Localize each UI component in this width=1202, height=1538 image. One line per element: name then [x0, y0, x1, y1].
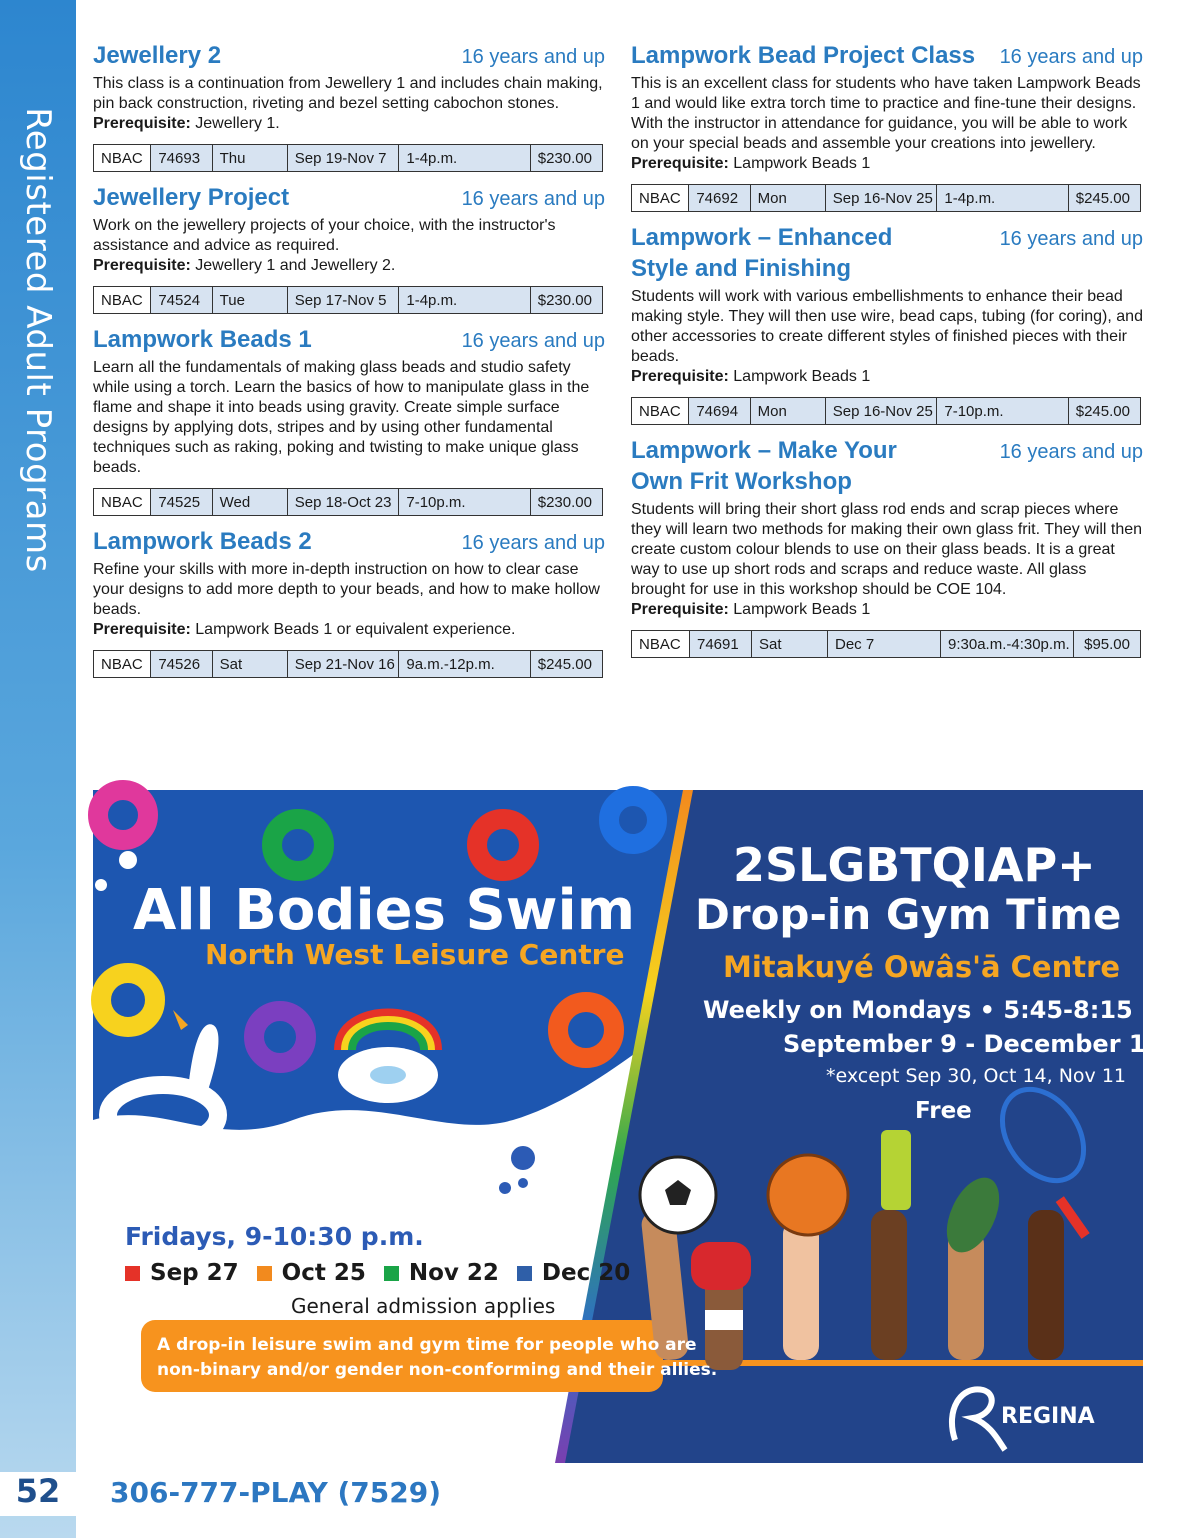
- donut-float: [338, 1013, 438, 1104]
- day-cell: Sat: [752, 631, 828, 657]
- dates-cell: Sep 21-Nov 16: [288, 651, 400, 677]
- course-description: This class is a continuation from Jewellery 1 and includes chain making, pin back construction, riveting and bezel setting cabochon stones.: [93, 75, 603, 112]
- prerequisite-value: Lampwork Beads 1: [733, 155, 871, 172]
- course-prerequisite: [631, 154, 1143, 174]
- day-cell: Mon: [751, 398, 826, 424]
- schedule-row: [631, 184, 1141, 212]
- barcode-cell: 74525: [151, 489, 212, 515]
- course-listing: [631, 40, 1143, 212]
- course-title: Lampwork Beads 2: [93, 528, 312, 555]
- course-age: 16 years and up: [461, 188, 605, 210]
- time-cell: 1-4p.m.: [937, 185, 1068, 211]
- schedule-row: [93, 144, 603, 172]
- course-description: Work on the jewellery projects of your choice, with the instructor's assistance and advice as required.: [93, 217, 556, 254]
- location-cell: NBAC: [94, 287, 151, 313]
- schedule-row: [631, 630, 1141, 658]
- gym-venue: Mitakuyé Owâs'ā Centre: [723, 950, 1121, 984]
- day-cell: Tue: [213, 287, 288, 313]
- course-age: 16 years and up: [999, 46, 1143, 68]
- schedule-row: [93, 650, 603, 678]
- day-cell: Wed: [213, 489, 288, 515]
- swim-date-label: Nov 22: [408, 1260, 499, 1286]
- fee-cell: $230.00: [531, 489, 602, 515]
- banner-text-line2: non-binary and/or gender non-conforming and their allies.: [157, 1360, 718, 1380]
- day-cell: Sat: [213, 651, 288, 677]
- course-prerequisite: [631, 367, 1143, 387]
- time-cell: 1-4p.m.: [399, 287, 530, 313]
- course-listing: [93, 526, 605, 678]
- course-listing: [93, 40, 605, 172]
- gym-except: *except Sep 30, Oct 14, Nov 11: [826, 1065, 1127, 1087]
- color-square-icon: [384, 1266, 399, 1281]
- course-header: [93, 526, 605, 557]
- course-header: [93, 182, 605, 213]
- swim-date-item: [125, 1260, 239, 1286]
- prerequisite-label: Prerequisite:: [631, 368, 729, 385]
- prerequisite-label: Prerequisite:: [93, 621, 191, 638]
- color-square-icon: [257, 1266, 272, 1281]
- course-header: [93, 324, 605, 355]
- barcode-cell: 74694: [689, 398, 750, 424]
- swim-title: All Bodies Swim: [133, 878, 636, 943]
- course-header: [631, 222, 1143, 284]
- info-banner: [141, 1320, 663, 1392]
- fee-cell: $95.00: [1074, 631, 1140, 657]
- prerequisite-label: Prerequisite:: [93, 115, 191, 132]
- course-description: Refine your skills with more in-depth instruction on how to clear case your designs to add more depth to your beads, and how to make hollow beads.: [93, 561, 600, 618]
- swim-date-item: [257, 1260, 366, 1286]
- dates-cell: Sep 19-Nov 7: [288, 145, 400, 171]
- regina-logo-text: REGINA: [1001, 1404, 1095, 1429]
- course-title: Lampwork Bead Project Class: [631, 42, 976, 69]
- location-cell: NBAC: [94, 651, 151, 677]
- prerequisite-value: Lampwork Beads 1 or equivalent experience.: [195, 621, 516, 638]
- section-title: Registered Adult Programs: [18, 107, 58, 573]
- barcode-cell: 74692: [689, 185, 750, 211]
- course-column-left: [93, 40, 605, 688]
- dates-cell: Dec 7: [828, 631, 941, 657]
- gym-dates: September 9 - December 16*: [783, 1030, 1175, 1058]
- course-title: Lampwork Beads 1: [93, 326, 312, 353]
- swim-date-item: [384, 1260, 499, 1286]
- course-prerequisite: [93, 256, 605, 276]
- gym-price: Free: [915, 1098, 972, 1124]
- gym-title-line1: 2SLGBTQIAP+: [733, 838, 1096, 892]
- course-listing: [631, 435, 1143, 658]
- day-cell: Mon: [751, 185, 826, 211]
- prerequisite-value: Jewellery 1 and Jewellery 2.: [195, 257, 396, 274]
- swim-date-label: Sep 27: [150, 1260, 239, 1286]
- course-age: 16 years and up: [461, 46, 605, 68]
- course-age: 16 years and up: [461, 532, 605, 554]
- course-title: Lampwork – Make Your Own Frit Workshop: [631, 437, 897, 495]
- fee-cell: $245.00: [1069, 185, 1140, 211]
- prerequisite-value: Jewellery 1.: [195, 115, 280, 132]
- color-square-icon: [125, 1266, 140, 1281]
- course-age: 16 years and up: [999, 441, 1143, 463]
- promo-url[interactable]: Regina.ca/inclusiveprograms: [141, 1406, 451, 1428]
- dates-cell: Sep 16-Nov 25: [826, 398, 938, 424]
- time-cell: 9:30a.m.-4:30p.m.: [941, 631, 1074, 657]
- course-title: Lampwork – Enhanced Style and Finishing: [631, 224, 893, 282]
- fee-cell: $245.00: [1069, 398, 1140, 424]
- prerequisite-label: Prerequisite:: [93, 257, 191, 274]
- course-prerequisite: [631, 600, 1143, 620]
- time-cell: 9a.m.-12p.m.: [399, 651, 530, 677]
- phone-number[interactable]: 306-777-PLAY (7529): [110, 1476, 442, 1509]
- location-cell: NBAC: [632, 398, 689, 424]
- course-column-right: [631, 40, 1143, 668]
- page-number: 52: [0, 1472, 76, 1516]
- barcode-cell: 74693: [151, 145, 212, 171]
- swim-time: Fridays, 9-10:30 p.m.: [125, 1222, 424, 1251]
- time-cell: 7-10p.m.: [937, 398, 1068, 424]
- time-cell: 7-10p.m.: [399, 489, 530, 515]
- fee-cell: $230.00: [531, 287, 602, 313]
- barcode-cell: 74524: [151, 287, 212, 313]
- location-cell: NBAC: [632, 631, 690, 657]
- time-cell: 1-4p.m.: [399, 145, 530, 171]
- color-square-icon: [517, 1266, 532, 1281]
- basketball-icon: [768, 1155, 848, 1235]
- barcode-cell: 74526: [151, 651, 212, 677]
- course-listing: [631, 222, 1143, 425]
- course-description: Learn all the fundamentals of making glass beads and studio safety while using a torch. Learn the basics of how to manipulate glass in the flame and shape it into beads using gravity. Create simple surface designs by applying dots, stripes and by using other fundamental techniques such as raking, poking and twisting to make unique glass beads.: [93, 359, 590, 476]
- course-title: Jewellery 2: [93, 42, 222, 69]
- swim-dates: [125, 1260, 630, 1286]
- dates-cell: Sep 17-Nov 5: [288, 287, 400, 313]
- course-description: Students will bring their short glass rod ends and scrap pieces where they will learn two methods for making their own glass frit. They will then create custom colour blends to use on their glass beads. It is a great way to use up short rods and scraps and reduce waste. All glass brought for use in this workshop should be COE 104.: [631, 501, 1143, 598]
- water-bottle-icon: [881, 1130, 911, 1210]
- schedule-row: [631, 397, 1141, 425]
- boxing-glove-icon: [691, 1242, 751, 1290]
- swim-venue: North West Leisure Centre: [205, 938, 625, 971]
- fee-cell: $230.00: [531, 145, 602, 171]
- location-cell: NBAC: [94, 489, 151, 515]
- schedule-row: [93, 286, 603, 314]
- swim-admission: General admission applies: [291, 1294, 556, 1318]
- banner-text-line1: A drop-in leisure swim and gym time for people who are: [157, 1335, 697, 1355]
- course-listing: [93, 182, 605, 314]
- barcode-cell: 74691: [690, 631, 752, 657]
- course-listing: [93, 324, 605, 516]
- course-description: Students will work with various embellishments to enhance their bead making style. They will then use wire, bead caps, tubing (for coring), and other accessories to create different styles of finished pieces with their beads.: [631, 288, 1143, 365]
- sidebar: [0, 0, 76, 1538]
- dates-cell: Sep 18-Oct 23: [288, 489, 400, 515]
- schedule-row: [93, 488, 603, 516]
- prerequisite-value: Lampwork Beads 1: [733, 368, 871, 385]
- fee-cell: $245.00: [531, 651, 602, 677]
- course-header: [631, 40, 1143, 71]
- course-title: Jewellery Project: [93, 184, 290, 211]
- course-prerequisite: [93, 620, 605, 640]
- location-cell: NBAC: [632, 185, 689, 211]
- promo-ad: [93, 790, 1202, 1463]
- swim-date-label: Oct 25: [281, 1260, 366, 1286]
- gym-weekly: Weekly on Mondays • 5:45-8:15 p.m.: [703, 996, 1202, 1024]
- course-age: 16 years and up: [461, 330, 605, 352]
- prerequisite-label: Prerequisite:: [631, 601, 729, 618]
- dates-cell: Sep 16-Nov 25: [826, 185, 938, 211]
- prerequisite-label: Prerequisite:: [631, 155, 729, 172]
- course-age: 16 years and up: [999, 228, 1143, 250]
- gym-title-line2: Drop-in Gym Time: [695, 890, 1122, 939]
- day-cell: Thu: [213, 145, 288, 171]
- course-header: [93, 40, 605, 71]
- location-cell: NBAC: [94, 145, 151, 171]
- course-header: [631, 435, 1143, 497]
- swim-date-item: [517, 1260, 630, 1286]
- swim-date-label: Dec 20: [541, 1260, 631, 1286]
- course-prerequisite: [93, 114, 605, 134]
- prerequisite-value: Lampwork Beads 1: [733, 601, 871, 618]
- course-description: This is an excellent class for students who have taken Lampwork Beads 1 and would like extra torch time to practice and fine-tune their designs. With the instructor in attendance for guidance, you will be able to work on your special beads and assemble your creations into jewellery.: [631, 75, 1141, 152]
